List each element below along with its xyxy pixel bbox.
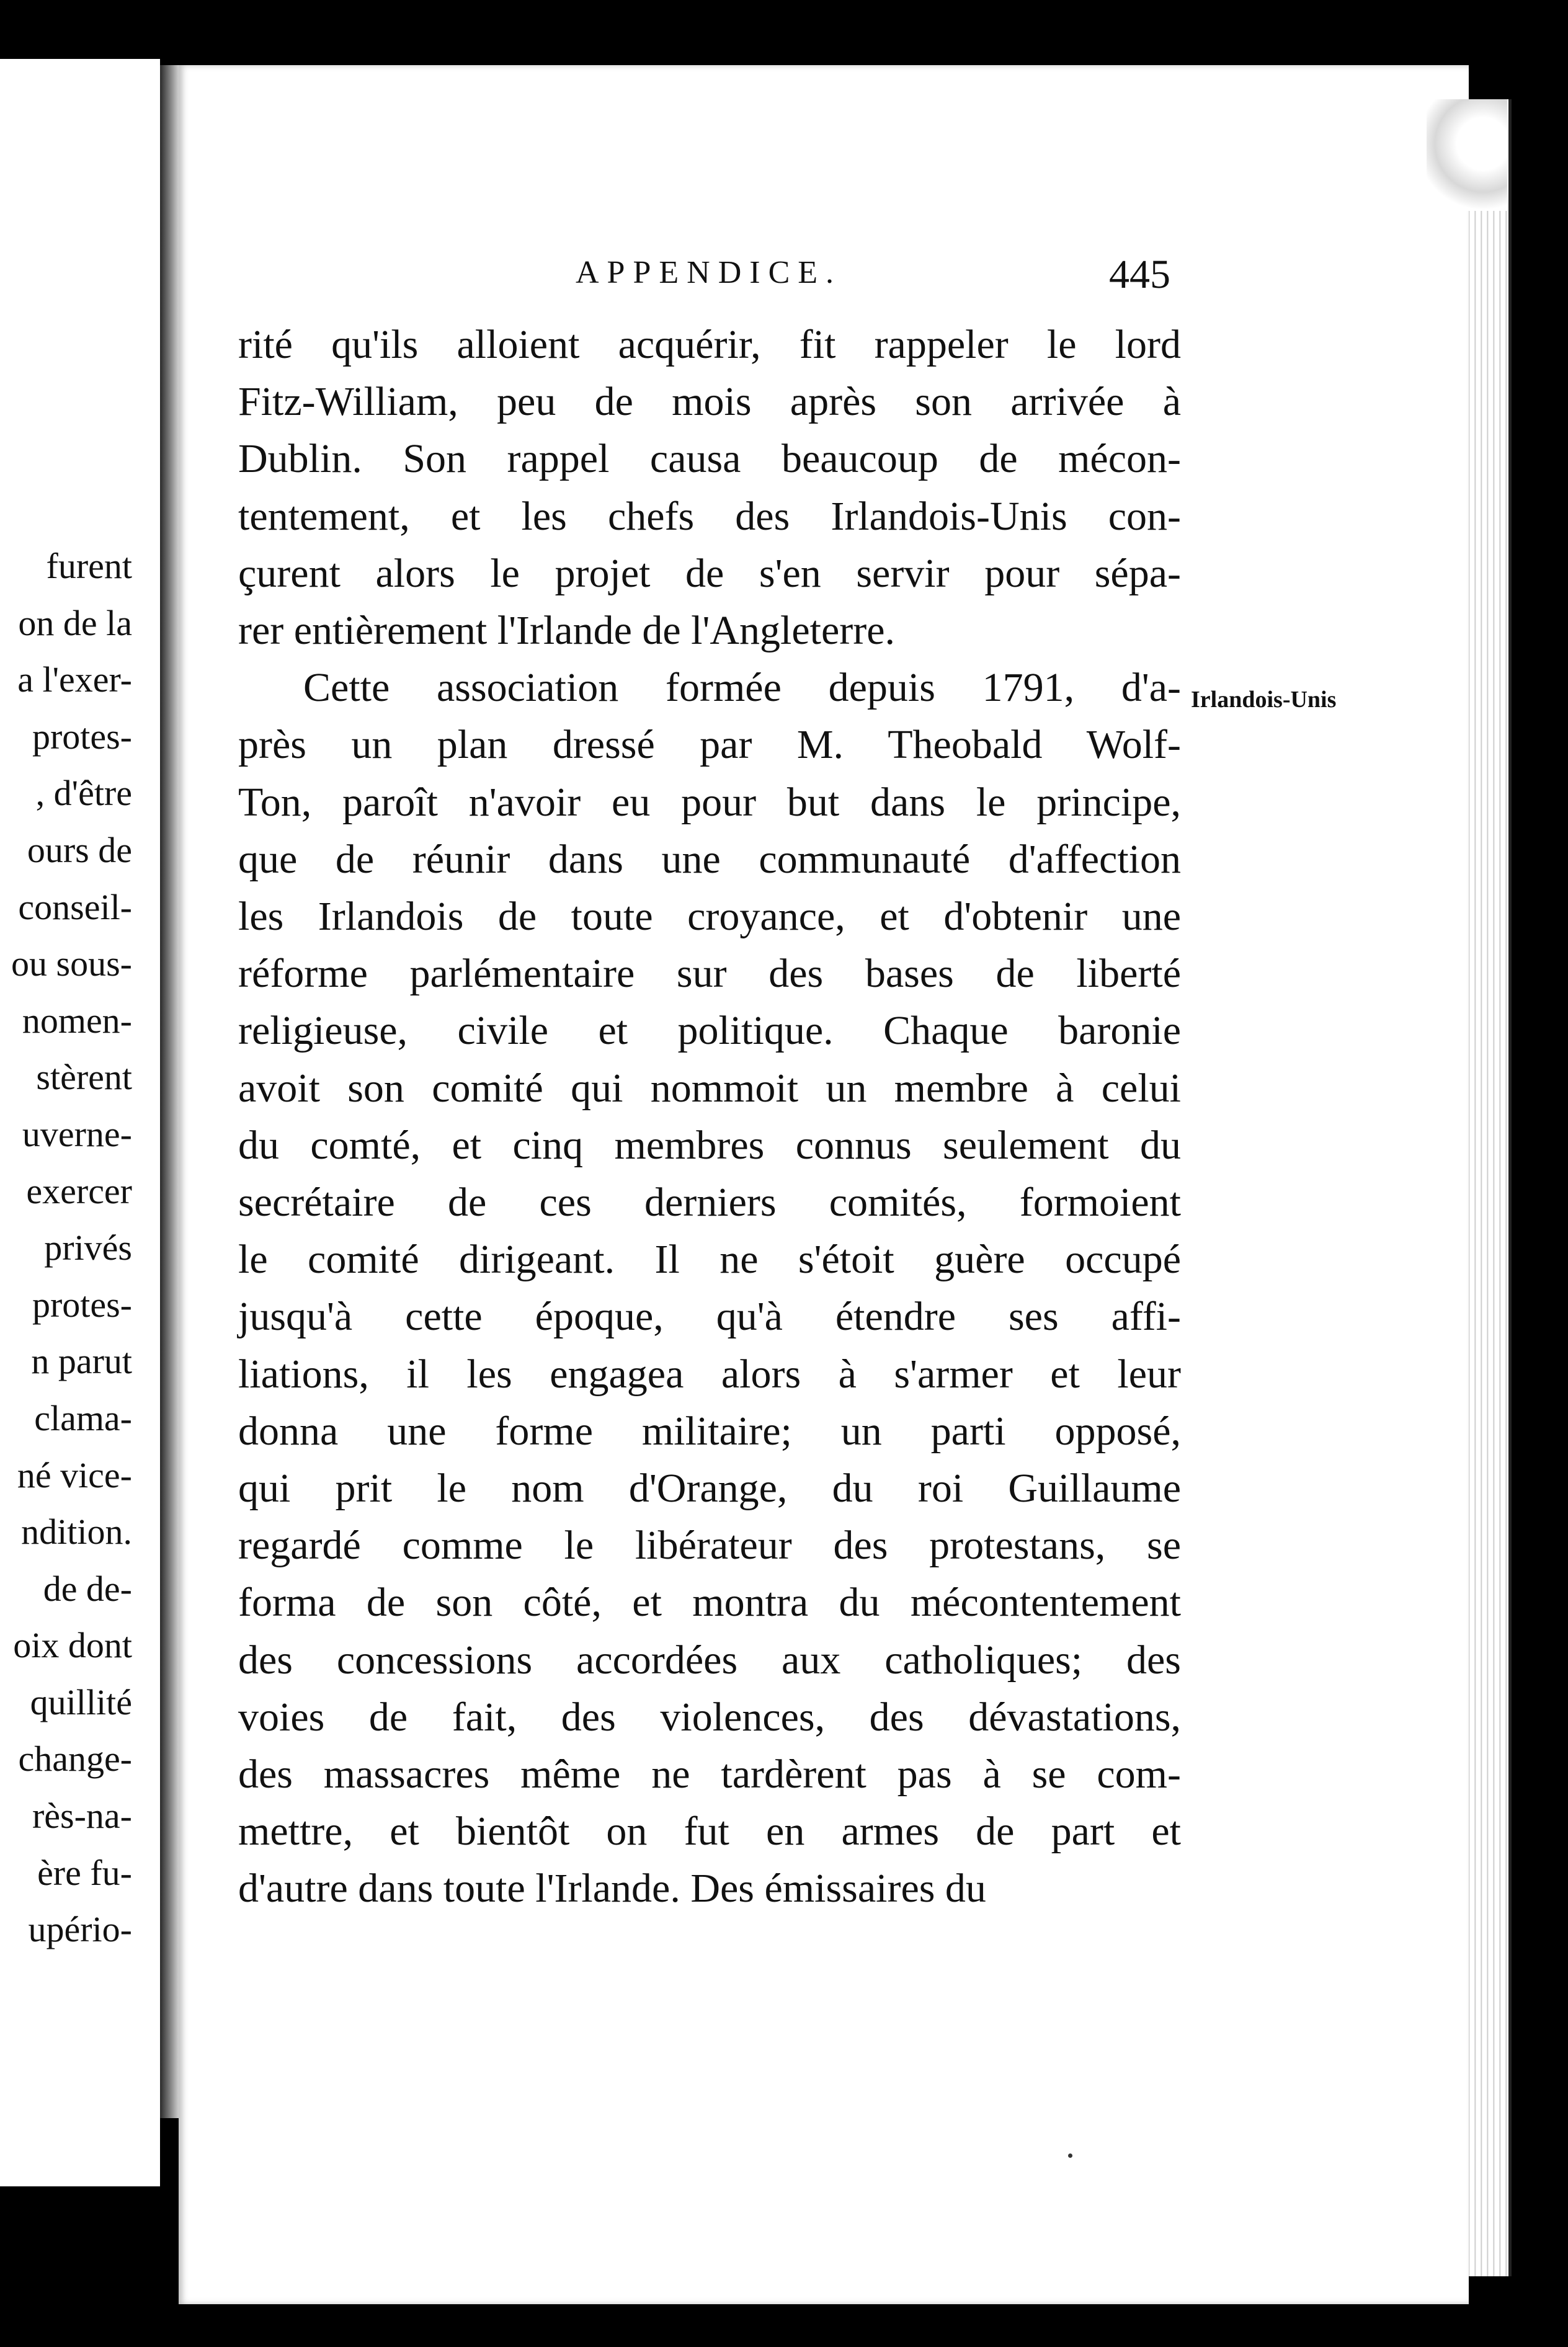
left-page-line: change- — [18, 1739, 132, 1779]
body-line: du comté, et cinq membres connus seulement du — [238, 1122, 1181, 1168]
left-page-line: a l'exer- — [17, 659, 132, 700]
left-page — [0, 59, 160, 2186]
left-page-line: ndition. — [21, 1512, 132, 1552]
left-page-line: n parut — [31, 1341, 132, 1382]
body-line: Cette association formée depuis 1791, d'a- — [303, 665, 1181, 711]
body-line: mettre, et bientôt on fut en armes de part et — [238, 1809, 1181, 1855]
body-line: forma de son côté, et montra du mécontentement — [238, 1580, 1181, 1626]
left-page-line: exercer — [26, 1170, 132, 1211]
body-line: qui prit le nom d'Orange, du roi Guillaume — [238, 1466, 1181, 1512]
left-page-line: ère fu- — [37, 1852, 132, 1893]
left-page-line: stèrent — [36, 1057, 132, 1098]
paper-speck — [1068, 2153, 1072, 2158]
body-line: Dublin. Son rappel causa beaucoup de mécon- — [238, 436, 1181, 482]
left-page-line: clama- — [34, 1397, 132, 1438]
body-line: liations, il les engagea alors à s'armer et leur — [238, 1351, 1181, 1397]
body-line: réforme parlémentaire sur des bases de liberté — [238, 951, 1181, 997]
body-line: près un plan dressé par M. Theobald Wolf- — [238, 722, 1181, 768]
body-line: Ton, paroît n'avoir eu pour but dans le principe, — [238, 779, 1181, 825]
body-line: que de réunir dans une communauté d'affection — [238, 836, 1181, 882]
left-page-line: né vice- — [17, 1454, 132, 1495]
body-line: les Irlandois de toute croyance, et d'obtenir une — [238, 894, 1181, 940]
left-page-line: protes- — [32, 1284, 132, 1325]
left-page-line: privés — [44, 1227, 132, 1268]
running-head: APPENDICE. — [576, 255, 842, 290]
left-page-line: on de la — [18, 602, 132, 643]
left-page-line: furent — [46, 546, 132, 586]
left-page-line: uverne- — [22, 1113, 132, 1154]
page-number: 445 — [1109, 252, 1170, 297]
body-line: des concessions accordées aux catholiques; des — [238, 1637, 1181, 1683]
left-page-line: protes- — [32, 716, 132, 757]
book-gutter — [160, 65, 179, 2118]
left-page-line: upério- — [28, 1909, 132, 1950]
body-line: secrétaire de ces derniers comités, formoient — [238, 1180, 1181, 1226]
left-page-line: ou sous- — [11, 943, 132, 984]
margin-note: Irlandois-Unis — [1191, 687, 1337, 713]
body-line: des massacres même ne tardèrent pas à se com- — [238, 1752, 1181, 1797]
body-line: voies de fait, des violences, des dévastations, — [238, 1694, 1181, 1740]
body-line: Fitz-William, peu de mois après son arrivée à — [238, 379, 1181, 425]
body-line: d'autre dans toute l'Irlande. Des émissaires du — [238, 1866, 986, 1912]
left-page-line: quillité — [30, 1681, 132, 1722]
left-page-line: ours de — [27, 829, 132, 870]
body-line: le comité dirigeant. Il ne s'étoit guère occupé — [238, 1237, 1181, 1283]
left-page-line: oix dont — [13, 1625, 132, 1666]
body-line: rité qu'ils alloient acquérir, fit rappeler le lord — [238, 322, 1181, 367]
body-line: religieuse, civile et politique. Chaque baronie — [238, 1008, 1181, 1054]
body-line: donna une forme militaire; un parti opposé, — [238, 1408, 1181, 1454]
body-line: regardé comme le libérateur des protestans, se — [238, 1523, 1181, 1569]
body-line: tentement, et les chefs des Irlandois-Unis con- — [238, 493, 1181, 539]
body-text — [238, 316, 1181, 1918]
left-page-line: , d'être — [35, 773, 132, 814]
page-corner-curl — [1427, 99, 1507, 211]
body-line: rer entièrement l'Irlande de l'Angleterre. — [238, 608, 896, 654]
left-page-line: rès-na- — [32, 1796, 132, 1837]
left-page-text — [0, 538, 132, 1958]
body-line: jusqu'à cette époque, qu'à étendre ses affi- — [238, 1294, 1181, 1340]
left-page-line: nomen- — [22, 1000, 132, 1041]
left-page-line: conseil- — [18, 886, 132, 927]
body-line: avoit son comité qui nommoit un membre à celui — [238, 1065, 1181, 1111]
body-line: çurent alors le projet de s'en servir pour sépa- — [238, 550, 1181, 596]
left-page-line: de de- — [43, 1568, 132, 1609]
